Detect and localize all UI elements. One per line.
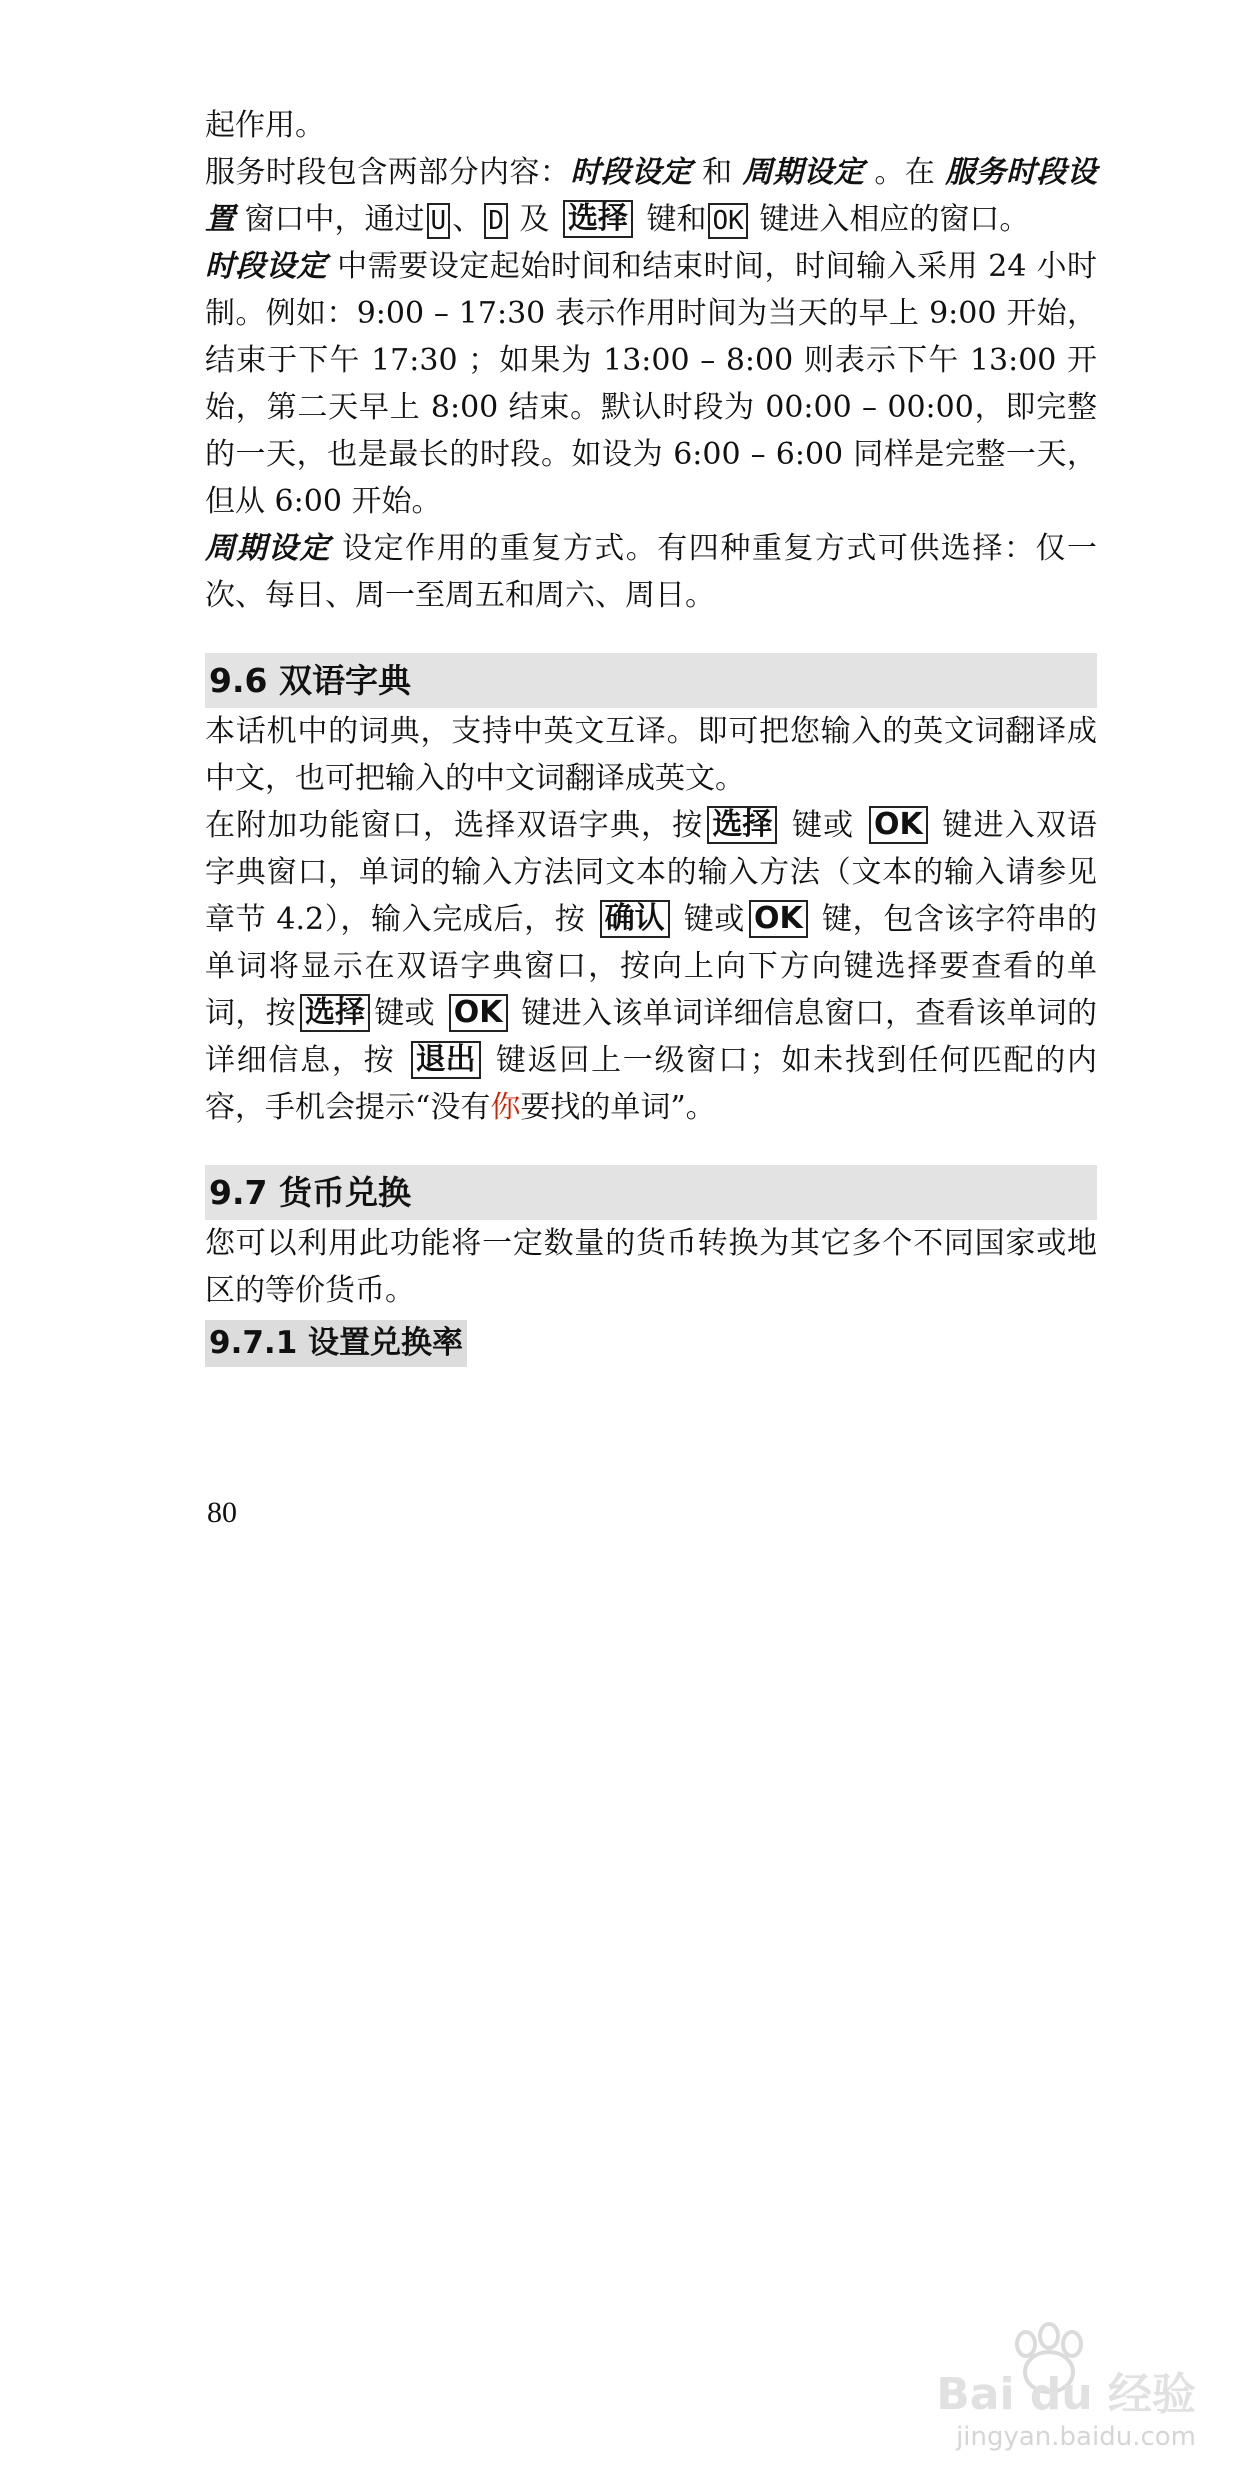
paragraph-currency-intro: [205, 1220, 1097, 1314]
paragraph-continuation: [205, 102, 1097, 149]
term-cycle-setting: 周期设定: [205, 531, 332, 566]
paragraph-cycle-setting: [205, 525, 1097, 619]
continuation-text: 起作用。: [205, 108, 325, 143]
paragraph-dictionary-usage: [205, 802, 1097, 1131]
term-cycle-setting: 周期设定: [742, 155, 865, 190]
text-run: 窗口中，通过: [235, 202, 425, 237]
text-run: 键返回上一级窗口；如未找到任何匹配的内容，手机会提示“没有: [205, 1043, 1097, 1125]
text-run: 本话机中的词典，支持中英文互译。即可把您输入的英文词翻译成中文，也可把输入的中文词翻译成英文。: [205, 714, 1097, 796]
text-run: 键，包含该字符串的单词将显示在双语字典窗口，按向上向下方向键选择要查看的单词，按: [205, 902, 1097, 1031]
page-number: 80: [207, 1496, 237, 1529]
text-run: 键或: [781, 808, 865, 843]
key-select: 选择: [300, 994, 370, 1032]
key-exit: 退出: [411, 1041, 481, 1079]
text-run: 键进入该单词详细信息窗口，查看该单词的详细信息，按: [205, 996, 1097, 1078]
subsection-heading-9-7-1: 9.7.1 设置兑换率: [205, 1320, 467, 1367]
text-run: 您可以利用此功能将一定数量的货币转换为其它多个不同国家或地区的等价货币。: [205, 1226, 1097, 1308]
section-heading-9-6: 9.6 双语字典: [205, 653, 1097, 708]
key-d: D: [484, 203, 508, 239]
key-ok: OK: [708, 203, 747, 239]
text-run: 键进入相应的窗口。: [749, 202, 1030, 237]
text-run: 、: [452, 202, 483, 237]
text-run: 键或: [373, 996, 445, 1031]
text-run: 。在: [864, 155, 946, 190]
watermark-text: [936, 2358, 1196, 2452]
watermark-logo-text: Bai du 经验: [936, 2369, 1196, 2420]
text-run: 中需要设定起始时间和结束时间，时间输入采用 24 小时制。例如：9:00 – 17:30 表示作用时间为当天的早上 9:00 开始，结束于下午 17:30 ；如果为 13:00 – 8:00 则表示下午 13:00 开始，第二天早上 8:00 结束。默认时段为 00:00 – 00:00，即完整的一天，也是最长的时段。如设为 6:00 – 6:00 同样是完整一天，但从 6:00 开始。: [205, 249, 1097, 519]
term-period-setting: 时段设定: [570, 155, 693, 190]
key-ok: OK: [869, 806, 928, 844]
term-service-period-window: 服务时段设置: [205, 155, 1098, 237]
key-ok: OK: [749, 900, 808, 938]
text-run: 键进入双语字典窗口，单词的输入方法同文本的输入方法（文本的输入请参见章节 4.2），输入完成后，按: [205, 808, 1097, 937]
document-page: [205, 102, 1097, 1367]
text-run: 键或: [673, 902, 746, 937]
baidu-watermark: [866, 2322, 1196, 2452]
key-u: U: [427, 203, 451, 239]
section-heading-9-7: 9.7 货币兑换: [205, 1165, 1097, 1220]
key-select: 选择: [563, 200, 633, 238]
text-run: 键和: [636, 202, 707, 237]
paragraph-period-setting: [205, 243, 1097, 525]
paragraph-service-period: [205, 149, 1097, 243]
text-run: 设定作用的重复方式。有四种重复方式可供选择：仅一次、每日、周一至周五和周六、周日。: [205, 531, 1098, 613]
key-confirm: 确认: [600, 900, 670, 938]
key-select: 选择: [707, 806, 777, 844]
highlighted-character: 你: [490, 1090, 521, 1125]
term-period-setting: 时段设定: [205, 249, 328, 284]
text-run: 和: [692, 155, 743, 190]
text-run: 及: [509, 202, 559, 237]
key-ok: OK: [449, 994, 508, 1032]
text-run: 在附加功能窗口，选择双语字典，按: [205, 808, 704, 843]
paragraph-dictionary-intro: [205, 708, 1097, 802]
text-run: 要找的单词”。: [520, 1090, 716, 1125]
watermark-url: jingyan.baidu.com: [956, 2422, 1196, 2452]
text-run: 服务时段包含两部分内容：: [205, 155, 571, 190]
